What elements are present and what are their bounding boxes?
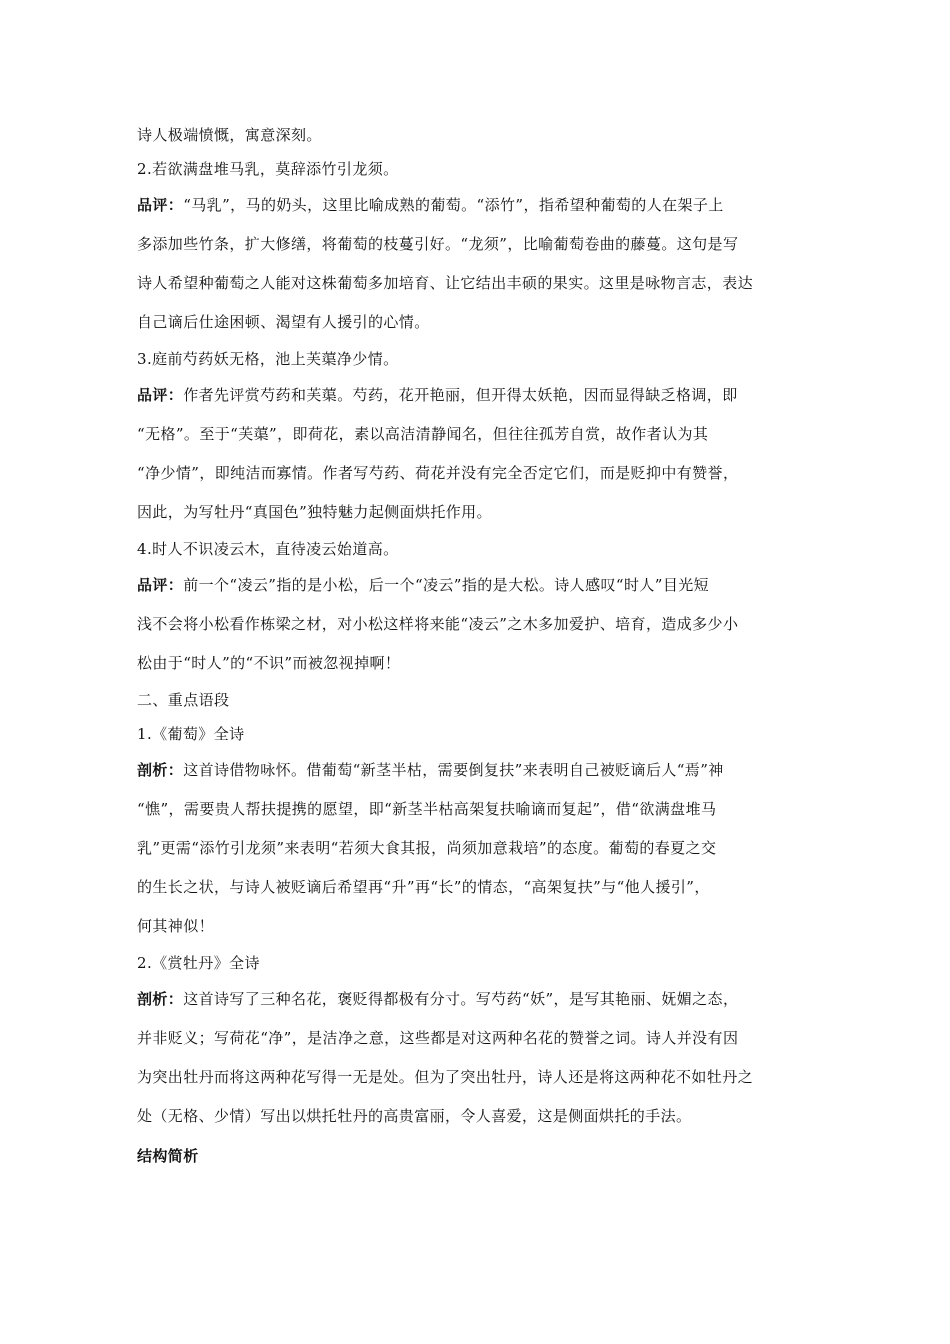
analysis-2 bbox=[137, 980, 827, 1136]
verse-line: 4.时人不识凌云木，直待凌云始道高。 bbox=[137, 540, 399, 558]
section-heading-key-passages bbox=[137, 683, 827, 717]
passage-1-title bbox=[137, 717, 827, 751]
verse-4 bbox=[137, 532, 827, 566]
text-line: 为突出牡丹而将这两种花写得一无是处。但为了突出牡丹，诗人还是将这两种花不如牡丹之 bbox=[137, 1068, 754, 1086]
passage-title: 2.《赏牡丹》全诗 bbox=[137, 954, 260, 972]
text-line: 的生长之状，与诗人被贬谪后希望再“升”再“长”的情态，“高架复扶”与“他人援引”， bbox=[137, 878, 710, 896]
text-line: 因此，为写牡丹“真国色”独特魅力起侧面烘托作用。 bbox=[137, 503, 492, 521]
analysis-label: 剖析： bbox=[137, 990, 184, 1008]
paragraph-closing bbox=[137, 118, 827, 152]
text-line: “憔”，需要贵人帮扶提携的愿望，即“新茎半枯高架复扶喻谪而复起”，借“欲满盘堆马 bbox=[137, 800, 717, 818]
text-line: 乳”更需“添竹引龙须”来表明“若须大食其报，尚须加意栽培”的态度。葡萄的春夏之交 bbox=[137, 839, 717, 857]
commentary-label: 品评： bbox=[137, 386, 184, 404]
commentary-text: 作者先评赏芍药和芙蕖。芍药，花开艳丽，但开得太妖艳，因而显得缺乏格调，即 bbox=[183, 386, 738, 404]
text-line: 浅不会将小松看作栋梁之材，对小松这样将来能“凌云”之木多加爱护、培育，造成多少小 bbox=[137, 615, 739, 633]
analysis-text: 这首诗借物咏怀。借葡萄“新茎半枯，需要倒复扶”来表明自己被贬谪后人“焉”神 bbox=[183, 761, 724, 779]
passage-title: 1.《葡萄》全诗 bbox=[137, 725, 245, 743]
text-line: 何其神似！ bbox=[137, 917, 215, 935]
commentary-label: 品评： bbox=[137, 576, 184, 594]
text-line: 自己谪后仕途困顿、渴望有人援引的心情。 bbox=[137, 313, 430, 331]
text-line: 松由于“时人”的“不识”而被忽视掉啊！ bbox=[137, 654, 401, 672]
text-line: 处（无格、少情）写出以烘托牡丹的高贵富丽，令人喜爱，这是侧面烘托的手法。 bbox=[137, 1107, 692, 1125]
document-page bbox=[137, 118, 827, 1176]
verse-2 bbox=[137, 152, 827, 186]
verse-line: 3.庭前芍药妖无格，池上芙蕖净少情。 bbox=[137, 350, 399, 368]
analysis-1 bbox=[137, 751, 827, 946]
text-line bbox=[137, 751, 827, 790]
verse-line: 2.若欲满盘堆马乳，莫辞添竹引龙须。 bbox=[137, 160, 399, 178]
text-line: 诗人希望种葡萄之人能对这株葡萄多加培育、让它结出丰硕的果实。这里是咏物言志，表达 bbox=[137, 274, 754, 292]
text-line: 多添加些竹条，扩大修缮，将葡萄的枝蔓引好。“龙须”，比喻葡萄卷曲的藤蔓。这句是写 bbox=[137, 235, 739, 253]
section-title: 二、重点语段 bbox=[137, 691, 230, 709]
commentary-text: “马乳”，马的奶头，这里比喻成熟的葡萄。“添竹”，指希望种葡萄的人在架子上 bbox=[183, 196, 724, 214]
passage-2-title bbox=[137, 946, 827, 980]
text-line: “无格”。至于“芙蕖”，即荷花，素以高洁清静闻名，但往往孤芳自赏，故作者认为其 bbox=[137, 425, 709, 443]
commentary-4 bbox=[137, 566, 827, 683]
verse-3 bbox=[137, 342, 827, 376]
text-line bbox=[137, 186, 827, 225]
text-line bbox=[137, 980, 827, 1019]
text-line: “净少情”，即纯洁而寡情。作者写芍药、荷花并没有完全否定它们，而是贬抑中有赞誉， bbox=[137, 464, 739, 482]
structure-heading: 结构简析 bbox=[137, 1147, 199, 1165]
commentary-3 bbox=[137, 376, 827, 532]
text-line: 诗人极端愤慨，寓意深刻。 bbox=[137, 126, 322, 144]
commentary-2 bbox=[137, 186, 827, 342]
text-line bbox=[137, 376, 827, 415]
analysis-label: 剖析： bbox=[137, 761, 184, 779]
commentary-label: 品评： bbox=[137, 196, 184, 214]
analysis-text: 这首诗写了三种名花，褒贬得都极有分寸。写芍药“妖”，是写其艳丽、妩媚之态， bbox=[183, 990, 739, 1008]
text-line: 并非贬义；写荷花“净”，是洁净之意，这些都是对这两种名花的赞誉之词。诗人并没有因 bbox=[137, 1029, 739, 1047]
commentary-text: 前一个“凌云”指的是小松，后一个“凌云”指的是大松。诗人感叹“时人”目光短 bbox=[183, 576, 710, 594]
text-line bbox=[137, 566, 827, 605]
